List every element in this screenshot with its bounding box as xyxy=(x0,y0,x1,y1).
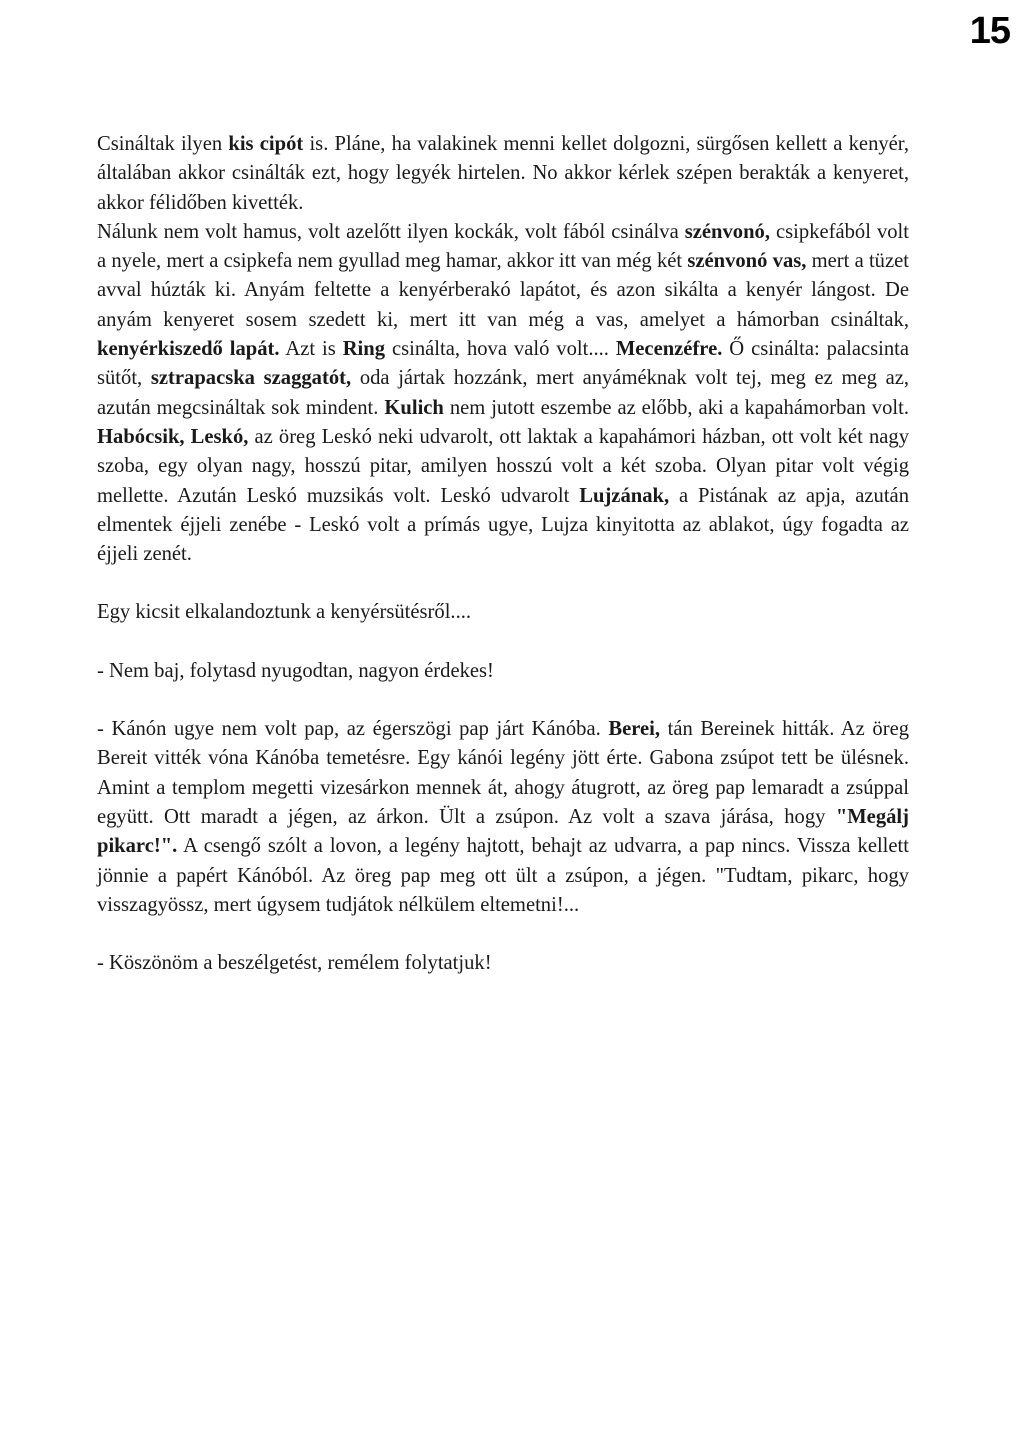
bold-term: Habócsik, Leskó, xyxy=(97,425,249,448)
text-run: Egy kicsit elkalandoztunk a kenyérsütésről.... xyxy=(97,601,472,624)
text-run: Azt is xyxy=(279,338,343,361)
paragraph xyxy=(97,657,909,686)
paragraph xyxy=(97,949,909,978)
text-run: csipkefából volt a nyele, mert a csipkefa nem gyullad meg hamar, akkor itt van még két xyxy=(97,220,909,273)
text-run: oda jártak hozzánk, mert anyáméknak volt tej, meg ez meg az, azután megcsináltak sok mindent. xyxy=(97,367,909,419)
text-run: a Pistának az apja, azután elmentek éjjeli zenébe - Leskó volt a prímás ugye, Lujza kinyitotta az ablakot, úgy fogadta az éjjeli zenét. xyxy=(97,484,909,566)
text-run: tán Bereinek hitták. Az öreg Bereit vitték vóna Kánóba temetésre. Egy kánói legény jött érte. Gabona zsúpot tett be ülésnek. Amint a templom megetti vizesárkon mennek át, ahogy átugrott, az öreg pap lemaradt a zsúppal együtt. Ott maradt a jégen, az árkon. Ült a zsúpon. Az volt a szava járása, hogy xyxy=(97,718,910,828)
bold-term: kis cipót xyxy=(228,133,304,155)
bold-term: Lujzának, xyxy=(579,484,670,507)
page-number: 15 xyxy=(969,10,1010,52)
text-run: is. Pláne, ha valakinek menni kellet dolgozni, sürgősen kellett a kenyér, általában akkor csinálták ezt, hogy legyék hirtelen. No akkor kérlek szépen berakták a kenyeret, akkor félidőben kivették. xyxy=(97,133,909,214)
bold-term: Ring xyxy=(342,338,386,361)
text-run: csinálta, hova való volt.... xyxy=(385,338,616,361)
bold-term: sztrapacska szaggatót, xyxy=(150,367,352,390)
bold-term: szénvonó vas, xyxy=(687,250,807,273)
text-run: - Kánón ugye nem volt pap, az égerszögi pap járt Kánóba. xyxy=(97,718,609,741)
paragraph xyxy=(97,130,909,218)
bold-term: Kulich xyxy=(384,396,444,419)
text-run: A csengő szólt a lovon, a legény hajtott, behajt az udvarra, a pap nincs. Vissza kellett jönnie a papért Kánóból. Az öreg pap meg ott ült a zsúpon, a jégen. "Tudtam, pikarc, hogy visszagyössz, mert úgysem tudjátok nélkülem eltemetni!... xyxy=(97,835,909,916)
bold-term: "Megálj pikarc!". xyxy=(97,805,909,858)
bold-term: kenyérkiszedő lapát. xyxy=(97,338,280,361)
text-run: Ő csinálta: palacsinta sütőt, xyxy=(97,338,909,390)
text-run: mert a tüzet avval húzták ki. Anyám feltette a kenyérberakó lapátot, és azon sikálta a kenyér lángost. De anyám kenyeret sosem szedett ki, mert itt van még a vas, amelyet a hámorban csináltak, xyxy=(97,250,909,331)
text-run: az öreg Leskó neki udvarolt, ott laktak a kapahámori házban, ott volt két nagy szoba, egy olyan nagy, hosszú pitar, amilyen hosszú volt a két szoba. Olyan pitar volt végig mellette. Azután Leskó muzsikás volt. Leskó udvarolt xyxy=(97,425,909,507)
paragraph xyxy=(97,218,909,570)
text-run: Nálunk nem volt hamus, volt azelőtt ilyen kockák, volt fából csinálva xyxy=(97,220,685,243)
paragraph xyxy=(97,598,909,627)
bold-term: szénvonó, xyxy=(684,220,770,243)
text-run: - Köszönöm a beszélgetést, remélem folytatjuk! xyxy=(97,952,492,975)
text-run: nem jutott eszembe az előbb, aki a kapahámorban volt. xyxy=(443,396,909,419)
text-run: Csináltak ilyen xyxy=(97,133,229,155)
text-run: - Nem baj, folytasd nyugodtan, nagyon érdekes! xyxy=(97,659,494,682)
bold-term: Berei, xyxy=(608,718,660,741)
paragraph xyxy=(97,715,909,920)
document-body xyxy=(97,130,909,978)
bold-term: Mecenzéfre. xyxy=(615,338,723,361)
